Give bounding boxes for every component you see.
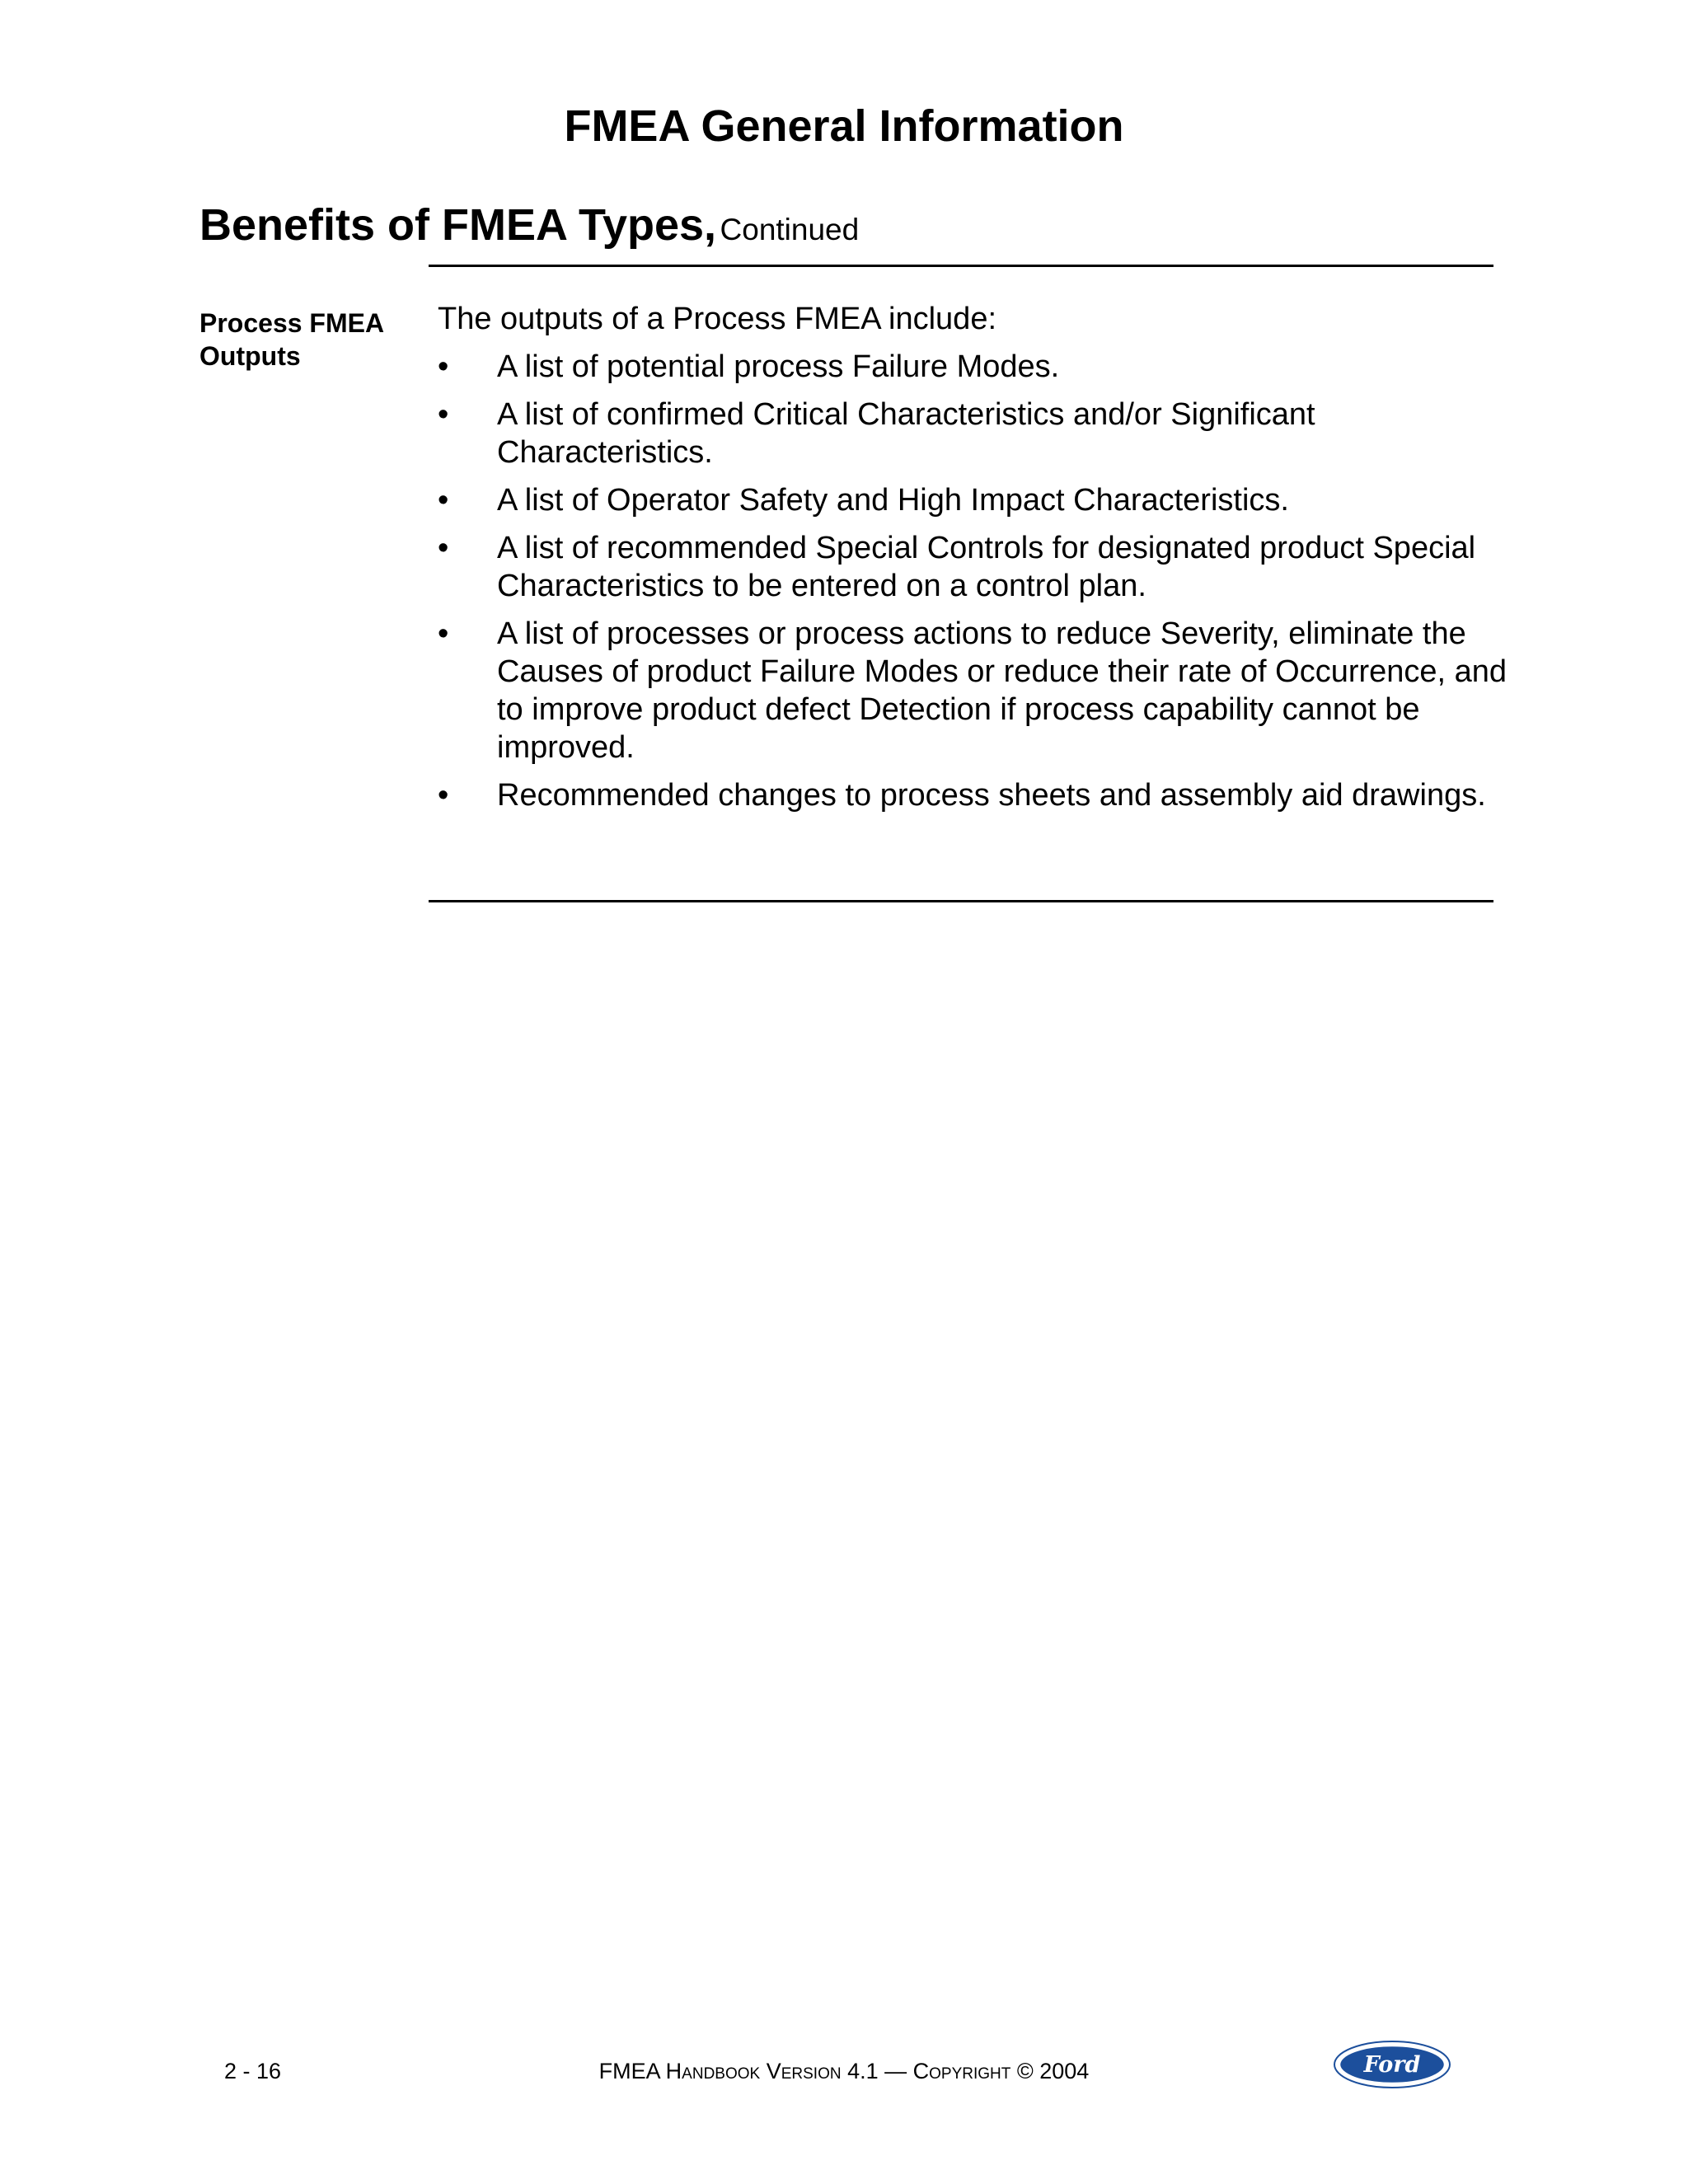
footer-version-word: Version: [766, 2059, 842, 2083]
footer-copyright-year: © 2004: [1010, 2059, 1090, 2083]
section-heading-text: Benefits of FMEA Types,: [199, 200, 717, 250]
bullet-icon: •: [438, 616, 449, 651]
block-label-line-1: Process FMEA: [199, 308, 385, 338]
list-item-text: A list of potential process Failure Modes.: [497, 349, 1060, 384]
block-body: [438, 300, 1509, 824]
page-title: FMEA General Information: [564, 101, 1124, 151]
bullet-list: [438, 348, 1509, 814]
bottom-divider: [429, 900, 1493, 902]
section-heading: [199, 196, 859, 265]
continued-label: Continued: [720, 213, 860, 246]
footer-version-number: 4.1 —: [841, 2059, 913, 2083]
list-item: [438, 396, 1509, 471]
footer-prefix: FMEA: [598, 2059, 666, 2083]
list-item-text: A list of Operator Safety and High Impact Characteristics.: [497, 483, 1289, 518]
ford-oval-icon: [1334, 2041, 1451, 2088]
list-item: [438, 348, 1509, 386]
bullet-icon: •: [438, 349, 449, 384]
logo-text: Ford: [1363, 2052, 1421, 2078]
list-item-text: A list of confirmed Critical Characteristics and/or Significant Characteristics.: [497, 397, 1315, 470]
bullet-icon: •: [438, 531, 449, 565]
footer-copyright-word: Copyright: [912, 2059, 1011, 2083]
bullet-icon: •: [438, 778, 449, 813]
block-label-line-2: Outputs: [199, 341, 301, 371]
ford-logo: [1334, 2041, 1451, 2088]
list-item: [438, 776, 1509, 814]
list-item-text: A list of recommended Special Controls for designated product Special Characteristics to be entered on a control plan.: [497, 531, 1476, 603]
page-number: 2 - 16: [224, 2059, 282, 2083]
list-item-text: A list of processes or process actions to reduce Severity, eliminate the Causes of product Failure Modes or reduce their rate of Occurrence, and to improve product defect Detection if process capability cannot be improved.: [497, 616, 1507, 765]
list-item: [438, 615, 1509, 766]
bullet-icon: •: [438, 397, 449, 432]
footer-handbook-word: Handbook: [665, 2059, 761, 2083]
list-item: [438, 529, 1509, 605]
list-item-text: Recommended changes to process sheets and assembly aid drawings.: [497, 778, 1486, 813]
block-label: [199, 307, 406, 373]
bullet-icon: •: [438, 483, 449, 518]
intro-text: The outputs of a Process FMEA include:: [438, 302, 997, 336]
top-divider: [429, 265, 1493, 267]
list-item: [438, 481, 1509, 519]
